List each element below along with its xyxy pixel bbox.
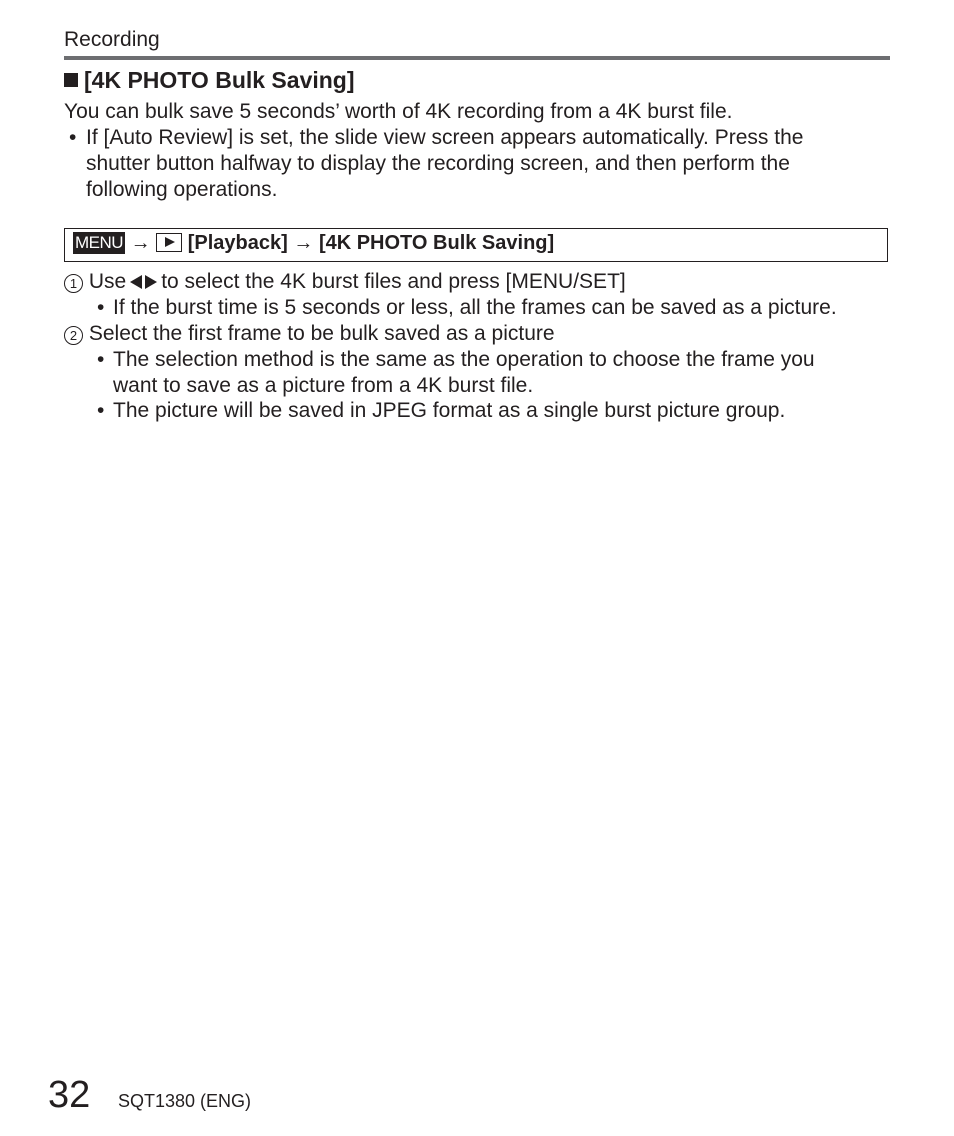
header-rule <box>64 56 890 60</box>
step-1-bullet-mark: • <box>97 296 105 319</box>
note-line-2: shutter button halfway to display the recording screen, and then perform the <box>86 152 790 175</box>
step-2-text: Select the first frame to be bulk saved as a picture <box>88 322 555 345</box>
page-number: 32 <box>48 1074 91 1116</box>
step-2-bullet-2: The picture will be saved in JPEG format as a single burst picture group. <box>113 399 786 422</box>
step-2-bullet-1-line-1: The selection method is the same as the operation to choose the frame you <box>113 348 815 371</box>
document-code: SQT1380 (ENG) <box>118 1091 252 1111</box>
intro-text: You can bulk save 5 seconds’ worth of 4K recording from a 4K burst file. <box>64 100 733 123</box>
menu-icon: MENU <box>75 233 124 252</box>
step-2-bullet-mark-1: • <box>97 348 105 371</box>
step-1-suffix: to select the 4K burst files and press [MENU/SET] <box>161 270 626 293</box>
menu-arrow-2: → <box>293 232 314 254</box>
menu-path-box <box>64 228 888 262</box>
menu-arrow-1: → <box>130 232 151 254</box>
step-2-bullet-1-line-2: want to save as a picture from a 4K burst file. <box>113 374 534 397</box>
playback-icon <box>156 233 182 252</box>
heading-text: [4K PHOTO Bulk Saving] <box>84 67 355 93</box>
note-line-1: If [Auto Review] is set, the slide view screen appears automatically. Press the <box>86 126 804 149</box>
step-1-prefix: Use <box>88 270 127 293</box>
step-1-bullet-1: If the burst time is 5 seconds or less, all the frames can be saved as a picture. <box>113 296 837 319</box>
square-bullet-icon <box>64 73 78 87</box>
step-2 <box>64 321 555 347</box>
step-number-2: 2 <box>64 326 83 345</box>
section-label: Recording <box>64 28 160 51</box>
menu-target: [4K PHOTO Bulk Saving] <box>318 232 555 254</box>
step-2-bullet-mark-2: • <box>97 399 105 422</box>
left-arrow-icon <box>130 275 142 289</box>
right-arrow-icon <box>145 275 157 289</box>
section-heading <box>64 67 355 94</box>
menu-path <box>73 232 554 255</box>
step-number-1: 1 <box>64 274 83 293</box>
note-bullet: • <box>69 126 77 149</box>
menu-playback: [Playback] <box>187 232 288 254</box>
step-1 <box>64 269 626 295</box>
note-line-3: following operations. <box>86 178 278 201</box>
